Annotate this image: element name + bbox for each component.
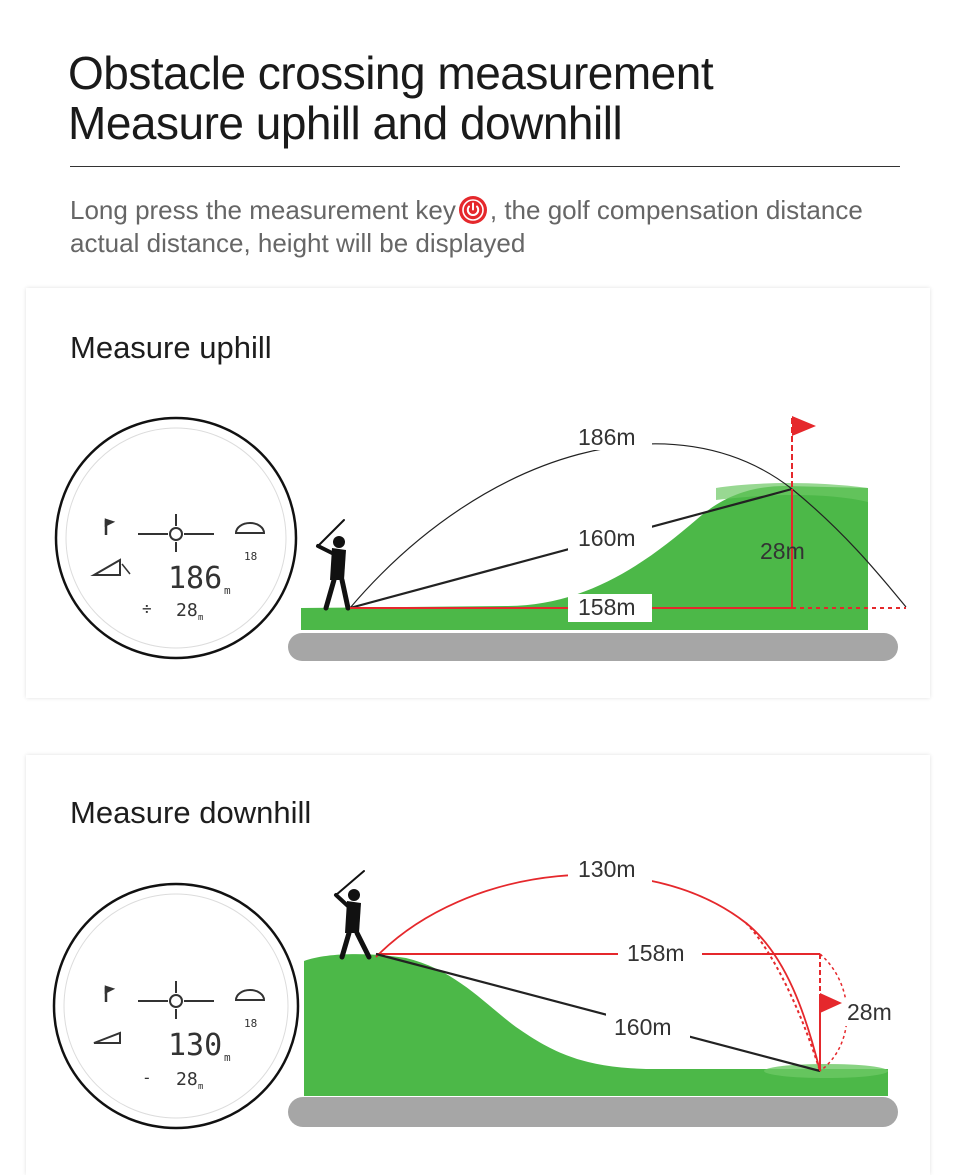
downhill-slope-symbol: - bbox=[142, 1068, 152, 1087]
uphill-ground bbox=[288, 633, 898, 661]
description bbox=[70, 194, 910, 260]
description-text-1: Long press the measurement key bbox=[70, 195, 456, 225]
page-title bbox=[68, 48, 713, 148]
uphill-scope bbox=[56, 418, 296, 658]
downhill-label-horizontal: 158m bbox=[627, 940, 685, 966]
description-text-2: , the golf compensation distance actual distance, height will be displayed bbox=[70, 195, 863, 258]
uphill-slope-symbol: ÷ bbox=[142, 599, 152, 618]
uphill-flag-icon bbox=[792, 416, 816, 488]
downhill-main-unit: m bbox=[224, 1051, 231, 1064]
uphill-label-height: 28m bbox=[760, 538, 805, 564]
downhill-title: Measure downhill bbox=[70, 795, 312, 830]
uphill-sub-value: 28 bbox=[176, 600, 198, 621]
mode-code: 18 bbox=[244, 1017, 258, 1030]
uphill-label-line: 160m bbox=[578, 525, 636, 551]
power-button-icon bbox=[458, 195, 488, 225]
downhill-label-line: 160m bbox=[614, 1014, 672, 1040]
downhill-scope bbox=[54, 884, 298, 1128]
uphill-title: Measure uphill bbox=[70, 330, 272, 365]
downhill-label-height: 28m bbox=[847, 999, 892, 1025]
downhill-main-value: 130 bbox=[168, 1028, 223, 1063]
downhill-label-arc: 130m bbox=[578, 856, 636, 882]
downhill-ground bbox=[288, 1097, 898, 1127]
downhill-sub-unit: m bbox=[198, 1082, 204, 1092]
title-divider bbox=[70, 166, 900, 167]
title-line-2: Measure uphill and downhill bbox=[68, 97, 623, 149]
mode-code: 18 bbox=[244, 550, 258, 563]
uphill-golfer-icon bbox=[318, 520, 348, 608]
uphill-sub-unit: m bbox=[198, 613, 204, 623]
downhill-flag-icon bbox=[820, 993, 842, 1067]
uphill-card bbox=[26, 288, 930, 698]
uphill-main-unit: m bbox=[224, 584, 231, 597]
uphill-label-horizontal: 158m bbox=[578, 594, 636, 620]
downhill-sub-value: 28 bbox=[176, 1069, 198, 1090]
uphill-label-arc: 186m bbox=[578, 424, 636, 450]
title-line-1: Obstacle crossing measurement bbox=[68, 47, 714, 99]
uphill-main-value: 186 bbox=[168, 561, 223, 596]
downhill-diagram bbox=[26, 755, 930, 1175]
downhill-golfer-icon bbox=[336, 871, 369, 957]
uphill-diagram bbox=[26, 288, 930, 698]
downhill-card bbox=[26, 755, 930, 1175]
